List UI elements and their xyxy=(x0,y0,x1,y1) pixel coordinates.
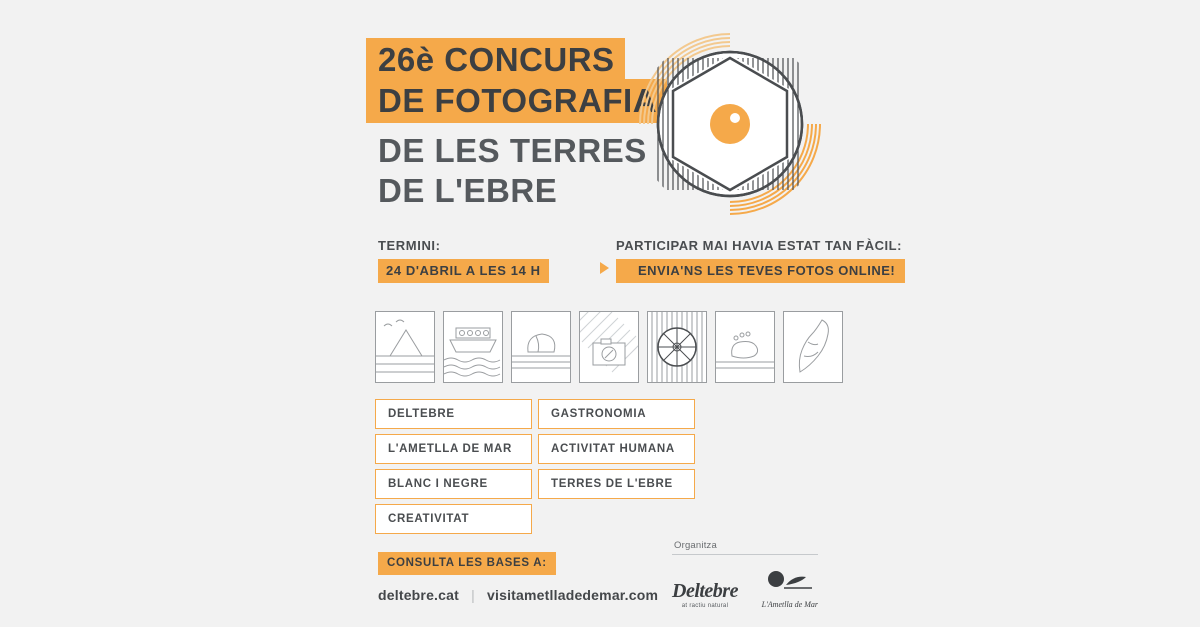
organizers-block xyxy=(672,540,818,609)
category-chip[interactable]: BLANC I NEGRE xyxy=(375,469,532,499)
bases-link-separator: | xyxy=(471,587,475,603)
boat-icon xyxy=(443,311,503,383)
bases-link-deltebre[interactable]: deltebre.cat xyxy=(378,587,459,603)
deltebre-logo-tagline: at ractiu natural xyxy=(681,603,729,609)
bases-link-ametlla[interactable]: visitametlladedemar.com xyxy=(487,587,659,603)
title-line-2: DE FOTOGRAFIA xyxy=(366,79,667,123)
organizer-logos xyxy=(672,567,818,609)
contest-emblem-icon xyxy=(610,24,850,224)
deadline-date: 24 D'ABRIL A LES 14 H xyxy=(378,259,549,283)
category-column-right xyxy=(538,399,695,504)
participate-block xyxy=(616,238,905,283)
category-chip[interactable]: TERRES DE L'EBRE xyxy=(538,469,695,499)
title-line-3: DE LES TERRES xyxy=(378,132,647,169)
category-chip[interactable]: CREATIVITAT xyxy=(375,504,532,534)
deltebre-logo xyxy=(672,581,738,609)
category-icon-strip xyxy=(375,311,843,383)
organizers-label: Organitza xyxy=(674,540,717,551)
bases-block xyxy=(378,552,658,603)
landscape-icon xyxy=(375,311,435,383)
deadline-label: TERMINI: xyxy=(378,238,441,253)
bases-links xyxy=(378,587,658,603)
category-chip[interactable]: ACTIVITAT HUMANA xyxy=(538,434,695,464)
participate-cta-button[interactable] xyxy=(616,259,905,283)
wheel-icon xyxy=(647,311,707,383)
ametlla-logo xyxy=(762,567,818,609)
participate-cta-label: ENVIA'NS LES TEVES FOTOS ONLINE! xyxy=(638,263,896,278)
deltebre-logo-name: Deltebre xyxy=(672,580,738,602)
title-line-1: 26è CONCURS xyxy=(366,38,625,82)
shell-icon xyxy=(511,311,571,383)
camera-icon xyxy=(579,311,639,383)
category-chip[interactable]: DELTEBRE xyxy=(375,399,532,429)
map-icon xyxy=(783,311,843,383)
ametlla-logo-name: L'Ametlla de Mar xyxy=(761,600,818,609)
category-chip[interactable]: L'AMETLLA DE MAR xyxy=(375,434,532,464)
bases-label: CONSULTA LES BASES A: xyxy=(378,552,556,575)
feet-icon xyxy=(715,311,775,383)
category-column-left xyxy=(375,399,532,539)
deadline-block xyxy=(378,238,549,283)
organizers-divider xyxy=(672,554,818,555)
ametlla-mark-icon xyxy=(764,567,816,593)
title-line-4: DE L'EBRE xyxy=(378,172,558,209)
poster-title xyxy=(366,38,658,211)
category-chip[interactable]: GASTRONOMIA xyxy=(538,399,695,429)
arrow-right-icon xyxy=(600,262,609,274)
participate-intro: PARTICIPAR MAI HAVIA ESTAT TAN FÀCIL: xyxy=(616,238,902,253)
